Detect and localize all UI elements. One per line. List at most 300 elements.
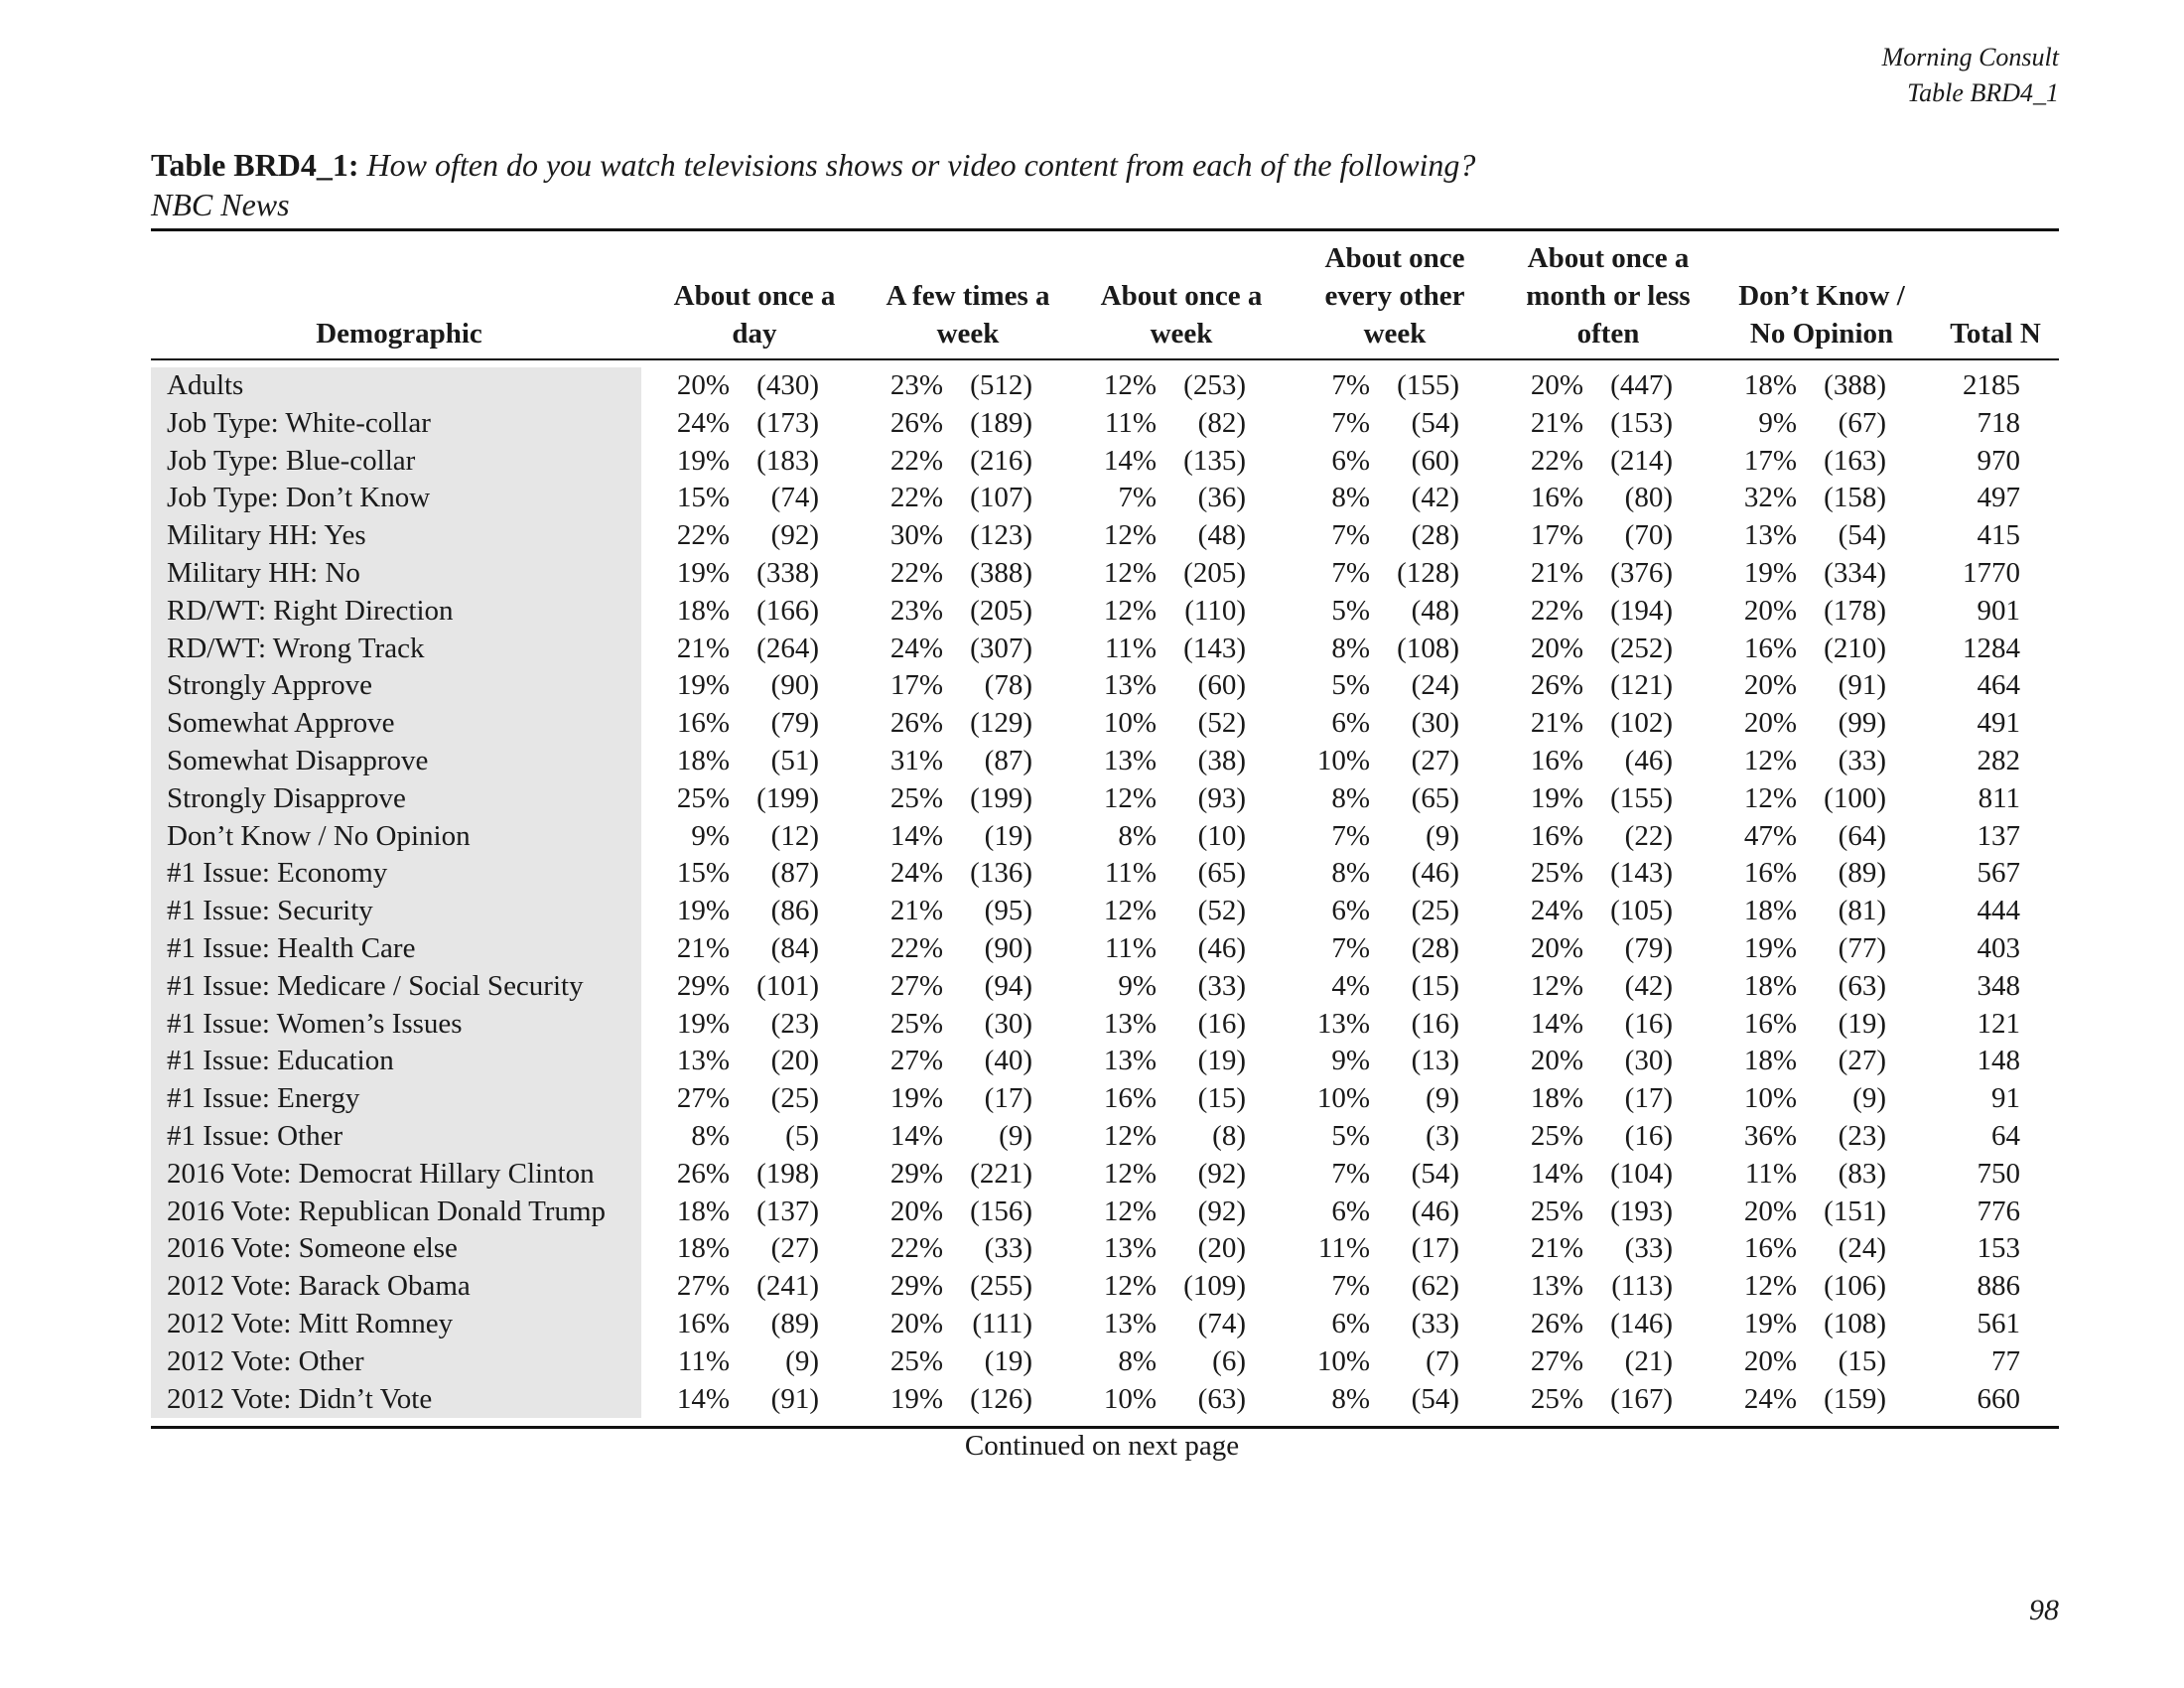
cell-percent: 10% xyxy=(1743,1082,1797,1115)
cell-count: (137) xyxy=(756,1195,819,1227)
cell-percent: 13% xyxy=(1103,1007,1157,1040)
cell-total-n: 444 xyxy=(1977,895,2020,927)
cell-count: (388) xyxy=(970,556,1032,589)
cell-count: (28) xyxy=(1411,931,1459,964)
cell-percent: 20% xyxy=(889,1195,943,1227)
cell-total-n: 282 xyxy=(1977,744,2020,776)
cell-count: (86) xyxy=(770,895,819,927)
cell-percent: 8% xyxy=(691,1119,730,1152)
cell-percent: 8% xyxy=(1331,1382,1370,1415)
cell-percent: 8% xyxy=(1331,482,1370,514)
cell-count: (100) xyxy=(1824,781,1886,814)
table-row xyxy=(0,893,2184,930)
cell-count: (20) xyxy=(770,1045,819,1077)
cell-count: (40) xyxy=(984,1045,1032,1077)
cell-percent: 10% xyxy=(1103,707,1157,740)
table-title-label: Table BRD4_1: xyxy=(151,147,359,183)
cell-total-n: 718 xyxy=(1977,406,2020,439)
cell-percent: 8% xyxy=(1331,781,1370,814)
col-header-month-or-less: About once a month or less often xyxy=(1526,242,1691,350)
cell-percent: 4% xyxy=(1331,969,1370,1002)
cell-percent: 22% xyxy=(889,556,943,589)
cell-percent: 13% xyxy=(1103,1045,1157,1077)
table-row xyxy=(0,1118,2184,1156)
cell-count: (9) xyxy=(1426,1082,1459,1115)
cell-percent: 20% xyxy=(1530,632,1583,664)
table-row xyxy=(0,1080,2184,1118)
row-demographic: Somewhat Disapprove xyxy=(167,744,429,776)
cell-percent: 18% xyxy=(1743,969,1797,1002)
cell-count: (91) xyxy=(1838,669,1886,702)
table-title xyxy=(151,145,1475,224)
cell-total-n: 64 xyxy=(1991,1119,2020,1152)
cell-percent: 10% xyxy=(1103,1382,1157,1415)
cell-count: (80) xyxy=(1624,482,1673,514)
cell-percent: 9% xyxy=(1758,406,1797,439)
cell-count: (210) xyxy=(1824,632,1886,664)
cell-percent: 18% xyxy=(676,1232,730,1265)
cell-count: (20) xyxy=(1197,1232,1246,1265)
cell-percent: 13% xyxy=(1103,669,1157,702)
cell-count: (78) xyxy=(984,669,1032,702)
table-row xyxy=(0,443,2184,481)
cell-total-n: 2185 xyxy=(1963,369,2020,401)
cell-total-n: 567 xyxy=(1977,857,2020,890)
cell-count: (54) xyxy=(1411,406,1459,439)
cell-count: (19) xyxy=(1197,1045,1246,1077)
cell-percent: 16% xyxy=(1103,1082,1157,1115)
cell-percent: 13% xyxy=(1530,1270,1583,1303)
cell-count: (121) xyxy=(1610,669,1673,702)
cell-count: (12) xyxy=(770,819,819,852)
cell-percent: 20% xyxy=(1743,1195,1797,1227)
cell-count: (5) xyxy=(785,1119,819,1152)
cell-total-n: 148 xyxy=(1977,1045,2020,1077)
cell-count: (87) xyxy=(770,857,819,890)
row-demographic: Somewhat Approve xyxy=(167,707,395,740)
table-body xyxy=(0,367,2184,1418)
cell-count: (198) xyxy=(756,1157,819,1190)
cell-percent: 11% xyxy=(1744,1157,1797,1190)
cell-count: (194) xyxy=(1610,594,1673,627)
cell-count: (241) xyxy=(756,1270,819,1303)
cell-percent: 26% xyxy=(1530,669,1583,702)
row-demographic: 2016 Vote: Republican Donald Trump xyxy=(167,1195,606,1227)
table-question: How often do you watch televisions shows or video content from each of the following? xyxy=(366,147,1476,183)
cell-count: (6) xyxy=(1212,1344,1246,1377)
cell-percent: 21% xyxy=(1530,707,1583,740)
cell-count: (178) xyxy=(1824,594,1886,627)
cell-percent: 22% xyxy=(889,931,943,964)
cell-percent: 10% xyxy=(1316,744,1370,776)
cell-count: (48) xyxy=(1197,519,1246,552)
cell-count: (135) xyxy=(1183,444,1246,477)
cell-percent: 17% xyxy=(1743,444,1797,477)
row-demographic: Military HH: No xyxy=(167,556,360,589)
cell-count: (102) xyxy=(1610,707,1673,740)
cell-count: (46) xyxy=(1624,744,1673,776)
cell-percent: 18% xyxy=(1743,369,1797,401)
cell-percent: 9% xyxy=(691,819,730,852)
cell-count: (143) xyxy=(1610,857,1673,890)
cell-percent: 8% xyxy=(1331,632,1370,664)
cell-percent: 26% xyxy=(889,406,943,439)
row-demographic: #1 Issue: Other xyxy=(167,1119,343,1152)
cell-percent: 7% xyxy=(1331,556,1370,589)
cell-count: (159) xyxy=(1824,1382,1886,1415)
cell-percent: 7% xyxy=(1331,519,1370,552)
cell-count: (163) xyxy=(1824,444,1886,477)
cell-percent: 6% xyxy=(1331,1195,1370,1227)
cell-count: (54) xyxy=(1411,1157,1459,1190)
cell-percent: 12% xyxy=(1103,781,1157,814)
cell-count: (199) xyxy=(756,781,819,814)
cell-total-n: 121 xyxy=(1977,1007,2020,1040)
cell-percent: 16% xyxy=(1530,744,1583,776)
cell-count: (8) xyxy=(1212,1119,1246,1152)
cell-total-n: 497 xyxy=(1977,482,2020,514)
cell-count: (27) xyxy=(1411,744,1459,776)
table-row xyxy=(0,1306,2184,1343)
cell-percent: 14% xyxy=(1530,1007,1583,1040)
cell-total-n: 660 xyxy=(1977,1382,2020,1415)
cell-percent: 26% xyxy=(676,1157,730,1190)
cell-count: (388) xyxy=(1824,369,1886,401)
cell-percent: 19% xyxy=(889,1082,943,1115)
cell-count: (15) xyxy=(1411,969,1459,1002)
row-demographic: #1 Issue: Economy xyxy=(167,857,388,890)
cell-percent: 16% xyxy=(676,1307,730,1339)
cell-percent: 20% xyxy=(676,369,730,401)
cell-percent: 13% xyxy=(1743,519,1797,552)
cell-percent: 14% xyxy=(676,1382,730,1415)
cell-percent: 16% xyxy=(1743,1232,1797,1265)
table-row xyxy=(0,780,2184,818)
cell-percent: 24% xyxy=(889,632,943,664)
cell-percent: 19% xyxy=(676,556,730,589)
cell-count: (81) xyxy=(1838,895,1886,927)
cell-percent: 12% xyxy=(1743,744,1797,776)
cell-count: (173) xyxy=(756,406,819,439)
cell-total-n: 464 xyxy=(1977,669,2020,702)
cell-count: (143) xyxy=(1183,632,1246,664)
cell-count: (205) xyxy=(970,594,1032,627)
cell-percent: 12% xyxy=(1743,1270,1797,1303)
cell-count: (60) xyxy=(1197,669,1246,702)
cell-count: (189) xyxy=(970,406,1032,439)
cell-count: (33) xyxy=(984,1232,1032,1265)
row-demographic: RD/WT: Right Direction xyxy=(167,594,454,627)
row-demographic: 2012 Vote: Other xyxy=(167,1344,364,1377)
cell-percent: 16% xyxy=(1530,482,1583,514)
cell-percent: 9% xyxy=(1118,969,1157,1002)
cell-count: (28) xyxy=(1411,519,1459,552)
cell-count: (64) xyxy=(1838,819,1886,852)
cell-count: (109) xyxy=(1183,1270,1246,1303)
cell-count: (99) xyxy=(1838,707,1886,740)
cell-percent: 19% xyxy=(1743,1307,1797,1339)
cell-count: (30) xyxy=(984,1007,1032,1040)
table-row xyxy=(0,1156,2184,1194)
cell-percent: 7% xyxy=(1331,931,1370,964)
row-demographic: #1 Issue: Women’s Issues xyxy=(167,1007,463,1040)
cell-count: (33) xyxy=(1624,1232,1673,1265)
cell-count: (38) xyxy=(1197,744,1246,776)
cell-percent: 14% xyxy=(1103,444,1157,477)
cell-count: (9) xyxy=(785,1344,819,1377)
cell-count: (307) xyxy=(970,632,1032,664)
cell-total-n: 1284 xyxy=(1963,632,2020,664)
cell-count: (3) xyxy=(1426,1119,1459,1152)
cell-count: (90) xyxy=(770,669,819,702)
cell-percent: 19% xyxy=(676,669,730,702)
cell-count: (33) xyxy=(1838,744,1886,776)
cell-percent: 12% xyxy=(1103,895,1157,927)
cell-count: (54) xyxy=(1411,1382,1459,1415)
cell-count: (52) xyxy=(1197,707,1246,740)
cell-count: (167) xyxy=(1610,1382,1673,1415)
cell-count: (23) xyxy=(770,1007,819,1040)
cell-count: (21) xyxy=(1624,1344,1673,1377)
table-row xyxy=(0,480,2184,517)
cell-count: (92) xyxy=(770,519,819,552)
cell-percent: 21% xyxy=(1530,406,1583,439)
cell-percent: 18% xyxy=(676,594,730,627)
cell-count: (23) xyxy=(1838,1119,1886,1152)
cell-total-n: 561 xyxy=(1977,1307,2020,1339)
cell-count: (60) xyxy=(1411,444,1459,477)
table-row xyxy=(0,968,2184,1006)
table-row xyxy=(0,1006,2184,1044)
cell-count: (9) xyxy=(999,1119,1032,1152)
cell-percent: 15% xyxy=(676,482,730,514)
cell-count: (216) xyxy=(970,444,1032,477)
row-demographic: 2016 Vote: Someone else xyxy=(167,1232,458,1265)
cell-count: (16) xyxy=(1624,1119,1673,1152)
cell-percent: 11% xyxy=(677,1344,730,1377)
cell-count: (264) xyxy=(756,632,819,664)
cell-percent: 27% xyxy=(676,1082,730,1115)
table-row xyxy=(0,1268,2184,1306)
cell-count: (51) xyxy=(770,744,819,776)
cell-count: (79) xyxy=(770,707,819,740)
col-header-every-other-week: About once every other week xyxy=(1324,242,1465,350)
row-demographic: Don’t Know / No Opinion xyxy=(167,819,471,852)
cell-count: (7) xyxy=(1426,1344,1459,1377)
cell-count: (92) xyxy=(1197,1157,1246,1190)
cell-count: (79) xyxy=(1624,931,1673,964)
cell-percent: 19% xyxy=(676,1007,730,1040)
cell-count: (153) xyxy=(1610,406,1673,439)
cell-count: (25) xyxy=(1411,895,1459,927)
report-header xyxy=(1882,40,2059,111)
cell-percent: 9% xyxy=(1331,1045,1370,1077)
cell-percent: 16% xyxy=(1743,632,1797,664)
cell-count: (42) xyxy=(1411,482,1459,514)
cell-percent: 24% xyxy=(676,406,730,439)
cell-percent: 13% xyxy=(676,1045,730,1077)
table-row xyxy=(0,1194,2184,1231)
cell-percent: 10% xyxy=(1316,1344,1370,1377)
cell-count: (74) xyxy=(770,482,819,514)
cell-percent: 26% xyxy=(1530,1307,1583,1339)
cell-percent: 27% xyxy=(889,1045,943,1077)
table-row xyxy=(0,818,2184,856)
table-row xyxy=(0,743,2184,780)
cell-percent: 24% xyxy=(1743,1382,1797,1415)
cell-count: (136) xyxy=(970,857,1032,890)
cell-count: (155) xyxy=(1610,781,1673,814)
cell-percent: 8% xyxy=(1118,819,1157,852)
cell-count: (89) xyxy=(770,1307,819,1339)
cell-percent: 10% xyxy=(1316,1082,1370,1115)
cell-count: (17) xyxy=(984,1082,1032,1115)
cell-total-n: 886 xyxy=(1977,1270,2020,1303)
cell-count: (104) xyxy=(1610,1157,1673,1190)
cell-percent: 22% xyxy=(889,482,943,514)
cell-count: (126) xyxy=(970,1382,1032,1415)
cell-percent: 7% xyxy=(1118,482,1157,514)
row-demographic: 2016 Vote: Democrat Hillary Clinton xyxy=(167,1157,595,1190)
row-demographic: RD/WT: Wrong Track xyxy=(167,632,425,664)
cell-percent: 7% xyxy=(1331,1157,1370,1190)
cell-count: (24) xyxy=(1838,1232,1886,1265)
cell-percent: 21% xyxy=(676,632,730,664)
cell-count: (252) xyxy=(1610,632,1673,664)
row-demographic: Adults xyxy=(167,369,244,401)
cell-count: (447) xyxy=(1610,369,1673,401)
cell-percent: 11% xyxy=(1104,406,1157,439)
cell-percent: 25% xyxy=(889,781,943,814)
cell-count: (255) xyxy=(970,1270,1032,1303)
cell-total-n: 750 xyxy=(1977,1157,2020,1190)
cell-count: (30) xyxy=(1624,1045,1673,1077)
cell-percent: 47% xyxy=(1743,819,1797,852)
row-demographic: Job Type: Don’t Know xyxy=(167,482,431,514)
cell-count: (166) xyxy=(756,594,819,627)
cell-percent: 15% xyxy=(676,857,730,890)
cell-percent: 23% xyxy=(889,594,943,627)
table-row xyxy=(0,1043,2184,1080)
row-demographic: 2012 Vote: Barack Obama xyxy=(167,1270,471,1303)
cell-percent: 5% xyxy=(1331,669,1370,702)
cell-percent: 18% xyxy=(1743,895,1797,927)
cell-count: (9) xyxy=(1426,819,1459,852)
cell-percent: 27% xyxy=(676,1270,730,1303)
cell-percent: 26% xyxy=(889,707,943,740)
cell-percent: 16% xyxy=(1530,819,1583,852)
cell-count: (106) xyxy=(1824,1270,1886,1303)
cell-percent: 6% xyxy=(1331,895,1370,927)
cell-percent: 8% xyxy=(1118,1344,1157,1377)
cell-percent: 29% xyxy=(889,1270,943,1303)
cell-percent: 11% xyxy=(1104,931,1157,964)
cell-count: (19) xyxy=(984,819,1032,852)
page-number: 98 xyxy=(2029,1594,2059,1626)
cell-count: (77) xyxy=(1838,931,1886,964)
table-row xyxy=(0,517,2184,555)
cell-total-n: 403 xyxy=(1977,931,2020,964)
cell-count: (19) xyxy=(1838,1007,1886,1040)
cell-percent: 7% xyxy=(1331,1270,1370,1303)
table-row xyxy=(0,367,2184,405)
table-row xyxy=(0,705,2184,743)
row-demographic: #1 Issue: Medicare / Social Security xyxy=(167,969,584,1002)
cell-count: (65) xyxy=(1197,857,1246,890)
cell-count: (512) xyxy=(970,369,1032,401)
cell-count: (10) xyxy=(1197,819,1246,852)
cell-count: (105) xyxy=(1610,895,1673,927)
cell-count: (70) xyxy=(1624,519,1673,552)
cell-percent: 16% xyxy=(1743,857,1797,890)
cell-count: (17) xyxy=(1624,1082,1673,1115)
cell-count: (42) xyxy=(1624,969,1673,1002)
col-header-about-once-a-week: About once a week xyxy=(1100,280,1263,350)
cell-count: (52) xyxy=(1197,895,1246,927)
cell-percent: 25% xyxy=(889,1007,943,1040)
cell-total-n: 348 xyxy=(1977,969,2020,1002)
cell-total-n: 77 xyxy=(1991,1344,2020,1377)
cell-count: (9) xyxy=(1852,1082,1886,1115)
header-rule xyxy=(151,358,2059,360)
cell-count: (334) xyxy=(1824,556,1886,589)
top-rule xyxy=(151,228,2059,231)
cell-percent: 22% xyxy=(889,444,943,477)
cell-total-n: 415 xyxy=(1977,519,2020,552)
org-name: Morning Consult xyxy=(1881,43,2059,71)
cell-percent: 7% xyxy=(1331,406,1370,439)
table-row xyxy=(0,405,2184,443)
cell-percent: 21% xyxy=(1530,1232,1583,1265)
cell-percent: 25% xyxy=(1530,1195,1583,1227)
cell-percent: 19% xyxy=(1530,781,1583,814)
cell-percent: 27% xyxy=(1530,1344,1583,1377)
cell-total-n: 776 xyxy=(1977,1195,2020,1227)
cell-percent: 25% xyxy=(1530,1382,1583,1415)
cell-count: (46) xyxy=(1411,857,1459,890)
cell-count: (17) xyxy=(1411,1232,1459,1265)
table-row xyxy=(0,667,2184,705)
row-demographic: 2012 Vote: Mitt Romney xyxy=(167,1307,454,1339)
cell-count: (63) xyxy=(1197,1382,1246,1415)
cell-percent: 12% xyxy=(1103,369,1157,401)
cell-total-n: 153 xyxy=(1977,1232,2020,1265)
cell-count: (93) xyxy=(1197,781,1246,814)
cell-percent: 20% xyxy=(1530,1045,1583,1077)
cell-percent: 17% xyxy=(889,669,943,702)
cell-percent: 13% xyxy=(1103,1232,1157,1265)
cell-percent: 12% xyxy=(1103,519,1157,552)
cell-count: (94) xyxy=(984,969,1032,1002)
cell-total-n: 137 xyxy=(1977,819,2020,852)
cell-percent: 29% xyxy=(889,1157,943,1190)
cell-count: (151) xyxy=(1824,1195,1886,1227)
row-demographic: #1 Issue: Health Care xyxy=(167,931,416,964)
cell-count: (82) xyxy=(1197,406,1246,439)
cell-percent: 12% xyxy=(1103,1270,1157,1303)
table-row xyxy=(0,593,2184,631)
cell-count: (74) xyxy=(1197,1307,1246,1339)
cell-count: (27) xyxy=(770,1232,819,1265)
cell-percent: 22% xyxy=(1530,594,1583,627)
cell-percent: 22% xyxy=(1530,444,1583,477)
cell-percent: 13% xyxy=(1103,1307,1157,1339)
cell-percent: 12% xyxy=(1103,594,1157,627)
cell-count: (110) xyxy=(1184,594,1246,627)
cell-percent: 20% xyxy=(1743,707,1797,740)
cell-percent: 29% xyxy=(676,969,730,1002)
cell-percent: 25% xyxy=(1530,1119,1583,1152)
